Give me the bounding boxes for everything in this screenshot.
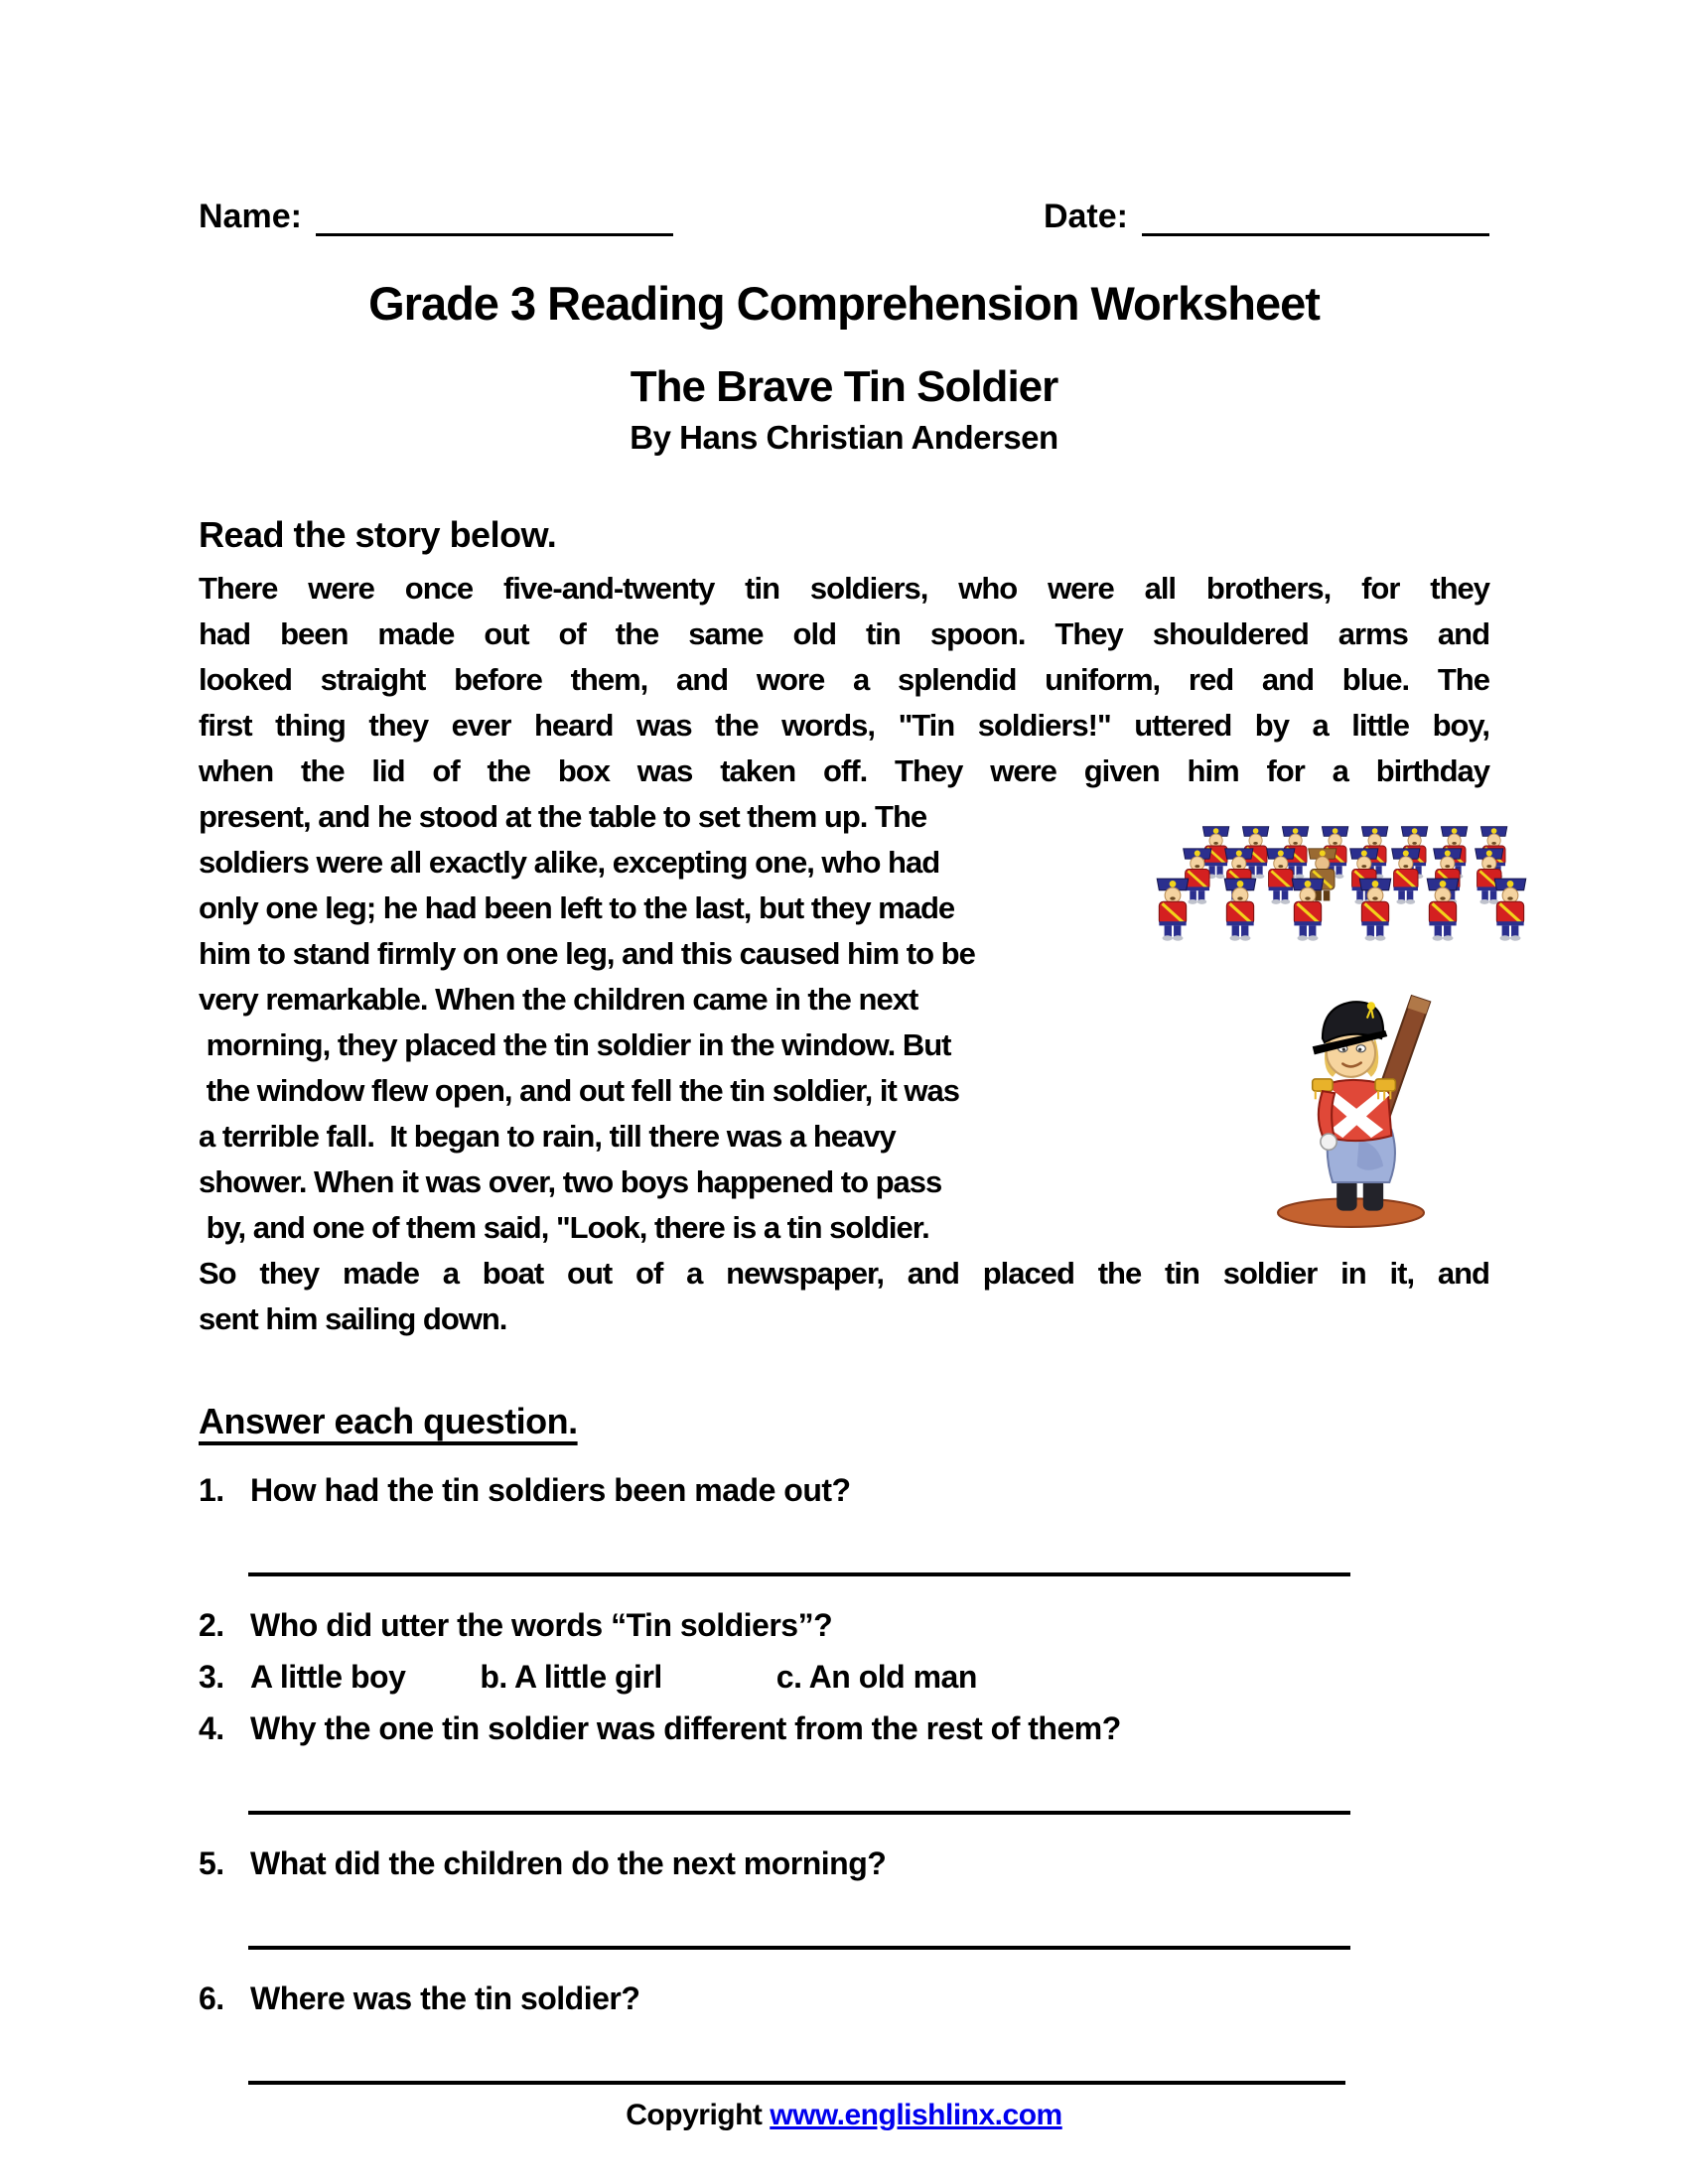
questions-heading: Answer each question. — [199, 1401, 578, 1441]
question-number: 5. — [199, 1845, 224, 1881]
story-line: first thing they ever heard was the words, "Tin soldiers!" uttered by a little boy, — [199, 708, 1489, 743]
story-line: the window flew open, and out fell the tin soldier, it was — [199, 1073, 959, 1108]
englishlinx-link[interactable]: www.englishlinx.com — [770, 2099, 1062, 2131]
tin-soldier-image — [1269, 988, 1433, 1231]
story-line: sent him sailing down. — [199, 1301, 507, 1336]
story-line: So they made a boat out of a newspaper, and placed the tin soldier in it, and — [199, 1256, 1489, 1291]
story-line: soldiers were all exactly alike, excepting one, who had — [199, 845, 940, 880]
question-4 — [199, 1706, 1489, 1751]
story-line: present, and he stood at the table to set them up. The — [199, 799, 927, 834]
name-blank[interactable] — [316, 196, 673, 236]
copyright-label: Copyright — [626, 2099, 771, 2131]
option-c[interactable]: c. An old man — [775, 1659, 977, 1695]
tin-soldiers-group-image — [1147, 824, 1544, 973]
question-2 — [199, 1602, 1489, 1648]
story-paragraph-top — [199, 566, 1489, 794]
story-paragraph-wrapped — [199, 794, 1142, 1251]
answer-line-4[interactable] — [248, 1781, 1350, 1815]
name-field — [199, 196, 673, 236]
question-5 — [199, 1841, 1489, 1886]
story-line: when the lid of the box was taken off. They were given him for a birthday — [199, 753, 1489, 788]
question-number: 1. — [199, 1472, 224, 1508]
question-number: 3. — [199, 1659, 224, 1695]
question-number: 2. — [199, 1607, 224, 1643]
story-line: a terrible fall. It began to rain, till there was a heavy — [199, 1119, 896, 1154]
question-text: Where was the tin soldier? — [250, 1980, 640, 2016]
story-line: shower. When it was over, two boys happened to pass — [199, 1164, 942, 1199]
header-row — [199, 191, 1489, 236]
story-paragraph-bottom — [199, 1251, 1489, 1342]
read-instruction: Read the story below. — [199, 514, 557, 555]
footer — [199, 2099, 1489, 2132]
question-1 — [199, 1467, 1489, 1513]
date-label: Date: — [1043, 198, 1128, 235]
story-line: morning, they placed the tin soldier in the window. But — [199, 1027, 951, 1062]
option-b[interactable]: b. A little girl — [480, 1659, 662, 1695]
story-byline: By Hans Christian Andersen — [630, 419, 1058, 456]
story-line: There were once five-and-twenty tin soldiers, who were all brothers, for they — [199, 571, 1489, 606]
name-label: Name: — [199, 198, 302, 235]
date-field — [1044, 196, 1489, 236]
question-text: Why the one tin soldier was different from the rest of them? — [250, 1710, 1121, 1746]
question-number: 4. — [199, 1710, 224, 1746]
question-6 — [199, 1976, 1489, 2021]
answer-line-5[interactable] — [248, 1916, 1350, 1950]
question-number: 6. — [199, 1980, 224, 2016]
story-line: looked straight before them, and wore a splendid uniform, red and blue. The — [199, 662, 1489, 697]
story-line: very remarkable. When the children came in the next — [199, 982, 918, 1017]
date-blank[interactable] — [1142, 196, 1489, 236]
answer-line-1[interactable] — [248, 1543, 1350, 1576]
question-3 — [199, 1654, 1489, 1700]
question-text: What did the children do the next morning? — [250, 1845, 887, 1881]
story-line: only one leg; he had been left to the last, but they made — [199, 890, 955, 925]
story-line: him to stand firmly on one leg, and this caused him to be — [199, 936, 975, 971]
question-text: Who did utter the words “Tin soldiers”? — [250, 1607, 833, 1643]
question-options — [250, 1654, 977, 1700]
story-line: had been made out of the same old tin spoon. They shouldered arms and — [199, 616, 1489, 651]
page-title: Grade 3 Reading Comprehension Worksheet — [368, 277, 1320, 330]
answer-line-6[interactable] — [248, 2051, 1345, 2085]
question-text: How had the tin soldiers been made out? — [250, 1472, 851, 1508]
story-line: by, and one of them said, "Look, there is a tin soldier. — [199, 1210, 929, 1245]
story-title: The Brave Tin Soldier — [630, 362, 1058, 411]
option-a[interactable]: A little boy — [250, 1659, 406, 1695]
